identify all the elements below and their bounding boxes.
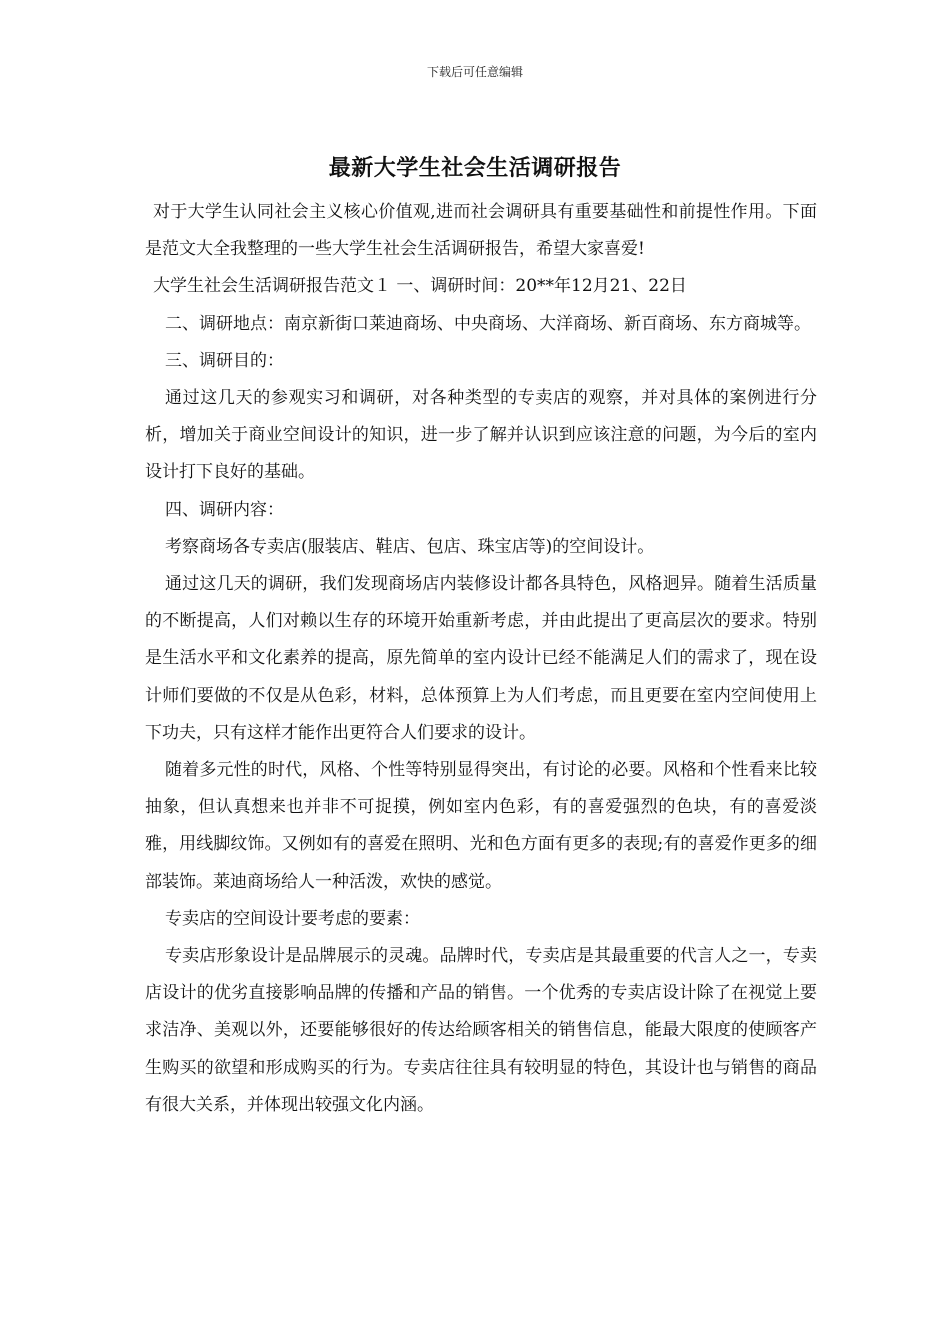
paragraph-research-location: 二、调研地点：南京新街口莱迪商场、中央商场、大洋商场、新百商场、东方商城等。: [165, 313, 811, 334]
paragraph-intro: 对于大学生认同社会主义核心价值观,进而社会调研具有重要基础性和前提性作用。下面是范文大全我整理的一些大学生社会生活调研报告，希望大家喜爱!: [145, 202, 817, 260]
heading-design-factors: 专卖店的空间设计要考虑的要素：: [165, 908, 420, 929]
page-header-note: 下载后可任意编辑: [426, 65, 523, 79]
heading-research-content: 四、调研内容：: [165, 499, 284, 520]
heading-research-purpose: 三、调研目的：: [165, 350, 284, 371]
paragraph-findings: 通过这几天的调研，我们发现商场店内装修设计都各具特色，风格迥异。随着生活质量的不断提高，人们对赖以生存的环境开始重新考虑，并由此提出了更高层次的要求。特别是生活水平和文化素养的提高，原先简单的室内设计已经不能满足人们的需求了，现在设计师们要做的不仅是从色彩，材料，总体预算上为人们考虑，而且更要在室内空间使用上下功夫，只有这样才能作出更符合人们要求的设计。: [145, 574, 817, 743]
document-title: 最新大学生社会生活调研报告: [328, 155, 622, 181]
paragraph-research-content: 考察商场各专卖店(服装店、鞋店、包店、珠宝店等)的空间设计。: [165, 536, 655, 557]
paragraph-style-discussion: 随着多元性的时代，风格、个性等特别显得突出，有讨论的必要。风格和个性看来比较抽象，但认真想来也并非不可捉摸，例如室内色彩，有的喜爱强烈的色块，有的喜爱淡雅，用线脚纹饰。又例如有的喜爱在照明、光和色方面有更多的表现;有的喜爱作更多的细部装饰。莱迪商场给人一种活泼，欢快的感觉。: [145, 760, 817, 892]
document-body: [145, 194, 817, 1124]
paragraph-design-factors: 专卖店形象设计是品牌展示的灵魂。品牌时代，专卖店是其最重要的代言人之一，专卖店设计的优劣直接影响品牌的传播和产品的销售。一个优秀的专卖店设计除了在视觉上要求洁净、美观以外，还要能够很好的传达给顾客相关的销售信息，能最大限度的使顾客产生购买的欲望和形成购买的行为。专卖店往往具有较明显的特色，其设计也与销售的商品有很大关系，并体现出较强文化内涵。: [145, 946, 817, 1115]
paragraph-research-purpose: 通过这几天的参观实习和调研，对各种类型的专卖店的观察，并对具体的案例进行分析，增加关于商业空间设计的知识，进一步了解并认识到应该注意的问题，为今后的室内设计打下良好的基础。: [145, 388, 817, 483]
paragraph-research-time: 大学生社会生活调研报告范文１ 一、调研时间：20**年12月21、22日: [153, 276, 687, 297]
